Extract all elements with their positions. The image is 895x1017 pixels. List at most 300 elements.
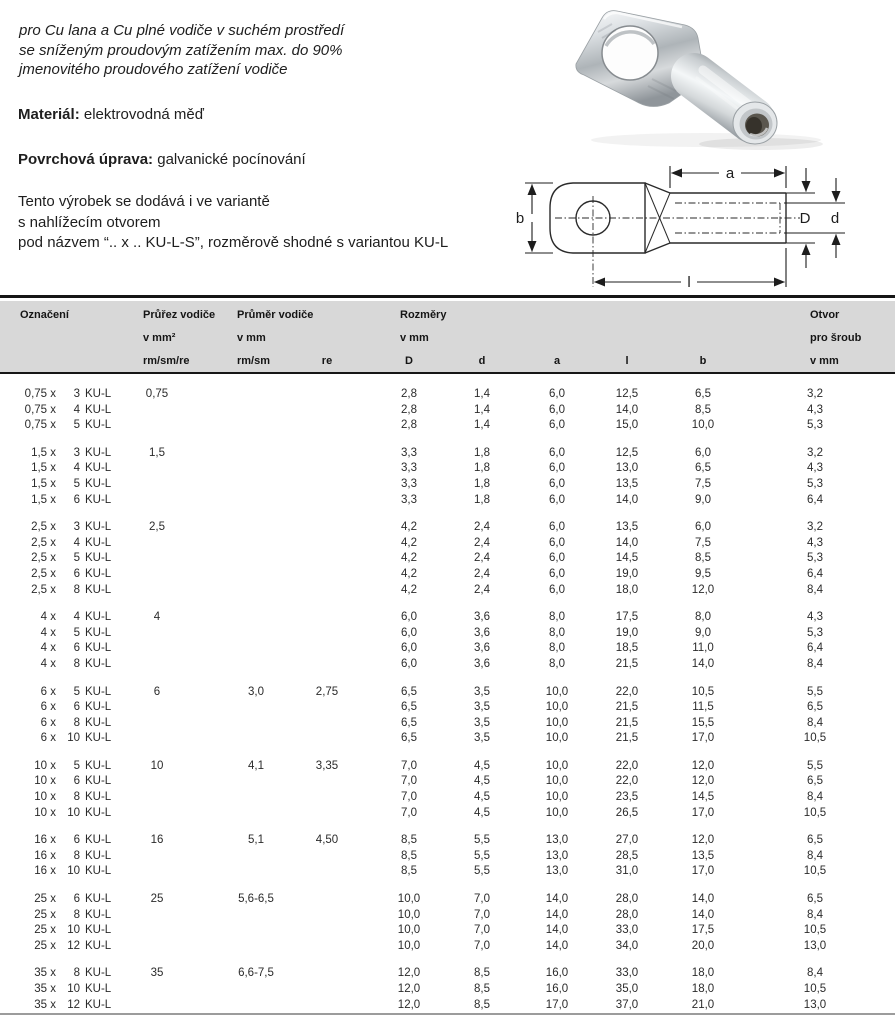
cell-spacer bbox=[654, 685, 676, 701]
cell-spacer bbox=[354, 493, 382, 509]
cell-dim-b: 13,5 bbox=[691, 849, 715, 862]
cell-designation-screw: 5 bbox=[73, 477, 80, 490]
cell-spacer bbox=[509, 626, 530, 642]
cell-spacer bbox=[354, 849, 382, 865]
cell-dim-b: 17,0 bbox=[691, 732, 715, 745]
cell-designation-screw: 4 bbox=[73, 403, 80, 416]
cell-dim-b: 8,5 bbox=[695, 552, 711, 565]
cell-diameter-rmsm bbox=[212, 908, 300, 924]
cell-spacer bbox=[509, 923, 530, 939]
cell-dim-b: 14,0 bbox=[691, 908, 715, 921]
cell-dim-d: 2,4 bbox=[474, 521, 490, 534]
cell-dim-D: 3,3 bbox=[401, 477, 417, 490]
cell-spacer bbox=[509, 641, 530, 657]
cell-designation-suffix: KU-L bbox=[85, 924, 112, 937]
table-row bbox=[0, 446, 895, 462]
cell-diameter-rmsm bbox=[212, 446, 300, 462]
cell-diameter-re bbox=[300, 446, 354, 462]
cell-dim-b: 6,0 bbox=[695, 521, 711, 534]
cell-spacer bbox=[730, 892, 788, 908]
cell-dim-d: 4,5 bbox=[474, 806, 490, 819]
cell-spacer bbox=[509, 892, 530, 908]
cell-designation-size: 4 x bbox=[40, 611, 56, 624]
cell-dim-l: 13,5 bbox=[615, 521, 639, 534]
cell-dim-d: 8,5 bbox=[474, 998, 490, 1011]
cell-spacer bbox=[654, 998, 676, 1014]
cell-spacer bbox=[509, 685, 530, 701]
cell-spacer bbox=[730, 864, 788, 880]
cell-spacer bbox=[354, 759, 382, 775]
cell-dim-l: 21,5 bbox=[615, 716, 639, 729]
cell-spacer bbox=[584, 716, 600, 732]
table-row bbox=[0, 790, 895, 806]
cell-diameter-rmsm bbox=[212, 849, 300, 865]
cell-cross-section bbox=[134, 716, 180, 732]
cell-spacer bbox=[730, 685, 788, 701]
cell-designation-size: 10 x bbox=[34, 775, 56, 788]
cell-spacer bbox=[584, 939, 600, 955]
cell-hole: 3,2 bbox=[807, 446, 823, 459]
cell-spacer bbox=[509, 759, 530, 775]
cell-designation-suffix: KU-L bbox=[85, 419, 112, 432]
cell-spacer bbox=[180, 551, 212, 567]
cell-dim-d: 7,0 bbox=[474, 908, 490, 921]
cell-spacer bbox=[354, 864, 382, 880]
cell-designation-screw: 12 bbox=[67, 998, 80, 1011]
cell-designation-screw: 6 bbox=[73, 893, 80, 906]
cell-dim-d: 3,6 bbox=[474, 611, 490, 624]
cell-designation-size: 1,5 x bbox=[31, 493, 56, 506]
cell-spacer bbox=[509, 700, 530, 716]
cell-dim-D: 4,2 bbox=[401, 536, 417, 549]
cell-spacer bbox=[654, 418, 676, 434]
cell-dim-D: 7,0 bbox=[401, 759, 417, 772]
cell-spacer bbox=[436, 493, 455, 509]
cell-diameter-re bbox=[300, 403, 354, 419]
cell-dim-D: 10,0 bbox=[397, 893, 421, 906]
cell-designation-screw: 4 bbox=[73, 611, 80, 624]
cell-dim-d: 4,5 bbox=[474, 759, 490, 772]
header-dimensions-unit: v mm bbox=[400, 332, 429, 344]
cell-diameter-rmsm bbox=[212, 716, 300, 732]
table-row bbox=[0, 685, 895, 701]
table-row bbox=[0, 998, 895, 1014]
cell-spacer bbox=[354, 685, 382, 701]
cell-dim-l: 34,0 bbox=[615, 939, 639, 952]
cell-spacer bbox=[436, 998, 455, 1014]
cell-cross-section bbox=[134, 493, 180, 509]
cell-dim-d: 5,5 bbox=[474, 865, 490, 878]
cell-spacer bbox=[436, 774, 455, 790]
table-group bbox=[0, 892, 895, 954]
cell-cross-section: 6 bbox=[153, 685, 161, 698]
cell-designation-screw: 8 bbox=[73, 791, 80, 804]
cell-spacer bbox=[354, 551, 382, 567]
cell-spacer bbox=[730, 700, 788, 716]
cell-spacer bbox=[654, 892, 676, 908]
cell-cross-section bbox=[134, 806, 180, 822]
cell-cross-section bbox=[134, 536, 180, 552]
cell-spacer bbox=[584, 833, 600, 849]
cell-designation-suffix: KU-L bbox=[85, 536, 112, 549]
cell-spacer bbox=[354, 567, 382, 583]
cell-dim-b: 18,0 bbox=[691, 983, 715, 995]
cell-diameter-re bbox=[300, 387, 354, 403]
cell-hole: 10,5 bbox=[803, 806, 827, 819]
cell-cross-section bbox=[134, 998, 180, 1014]
cell-diameter-rmsm bbox=[212, 806, 300, 822]
cell-diameter-re bbox=[300, 567, 354, 583]
cell-designation-size: 6 x bbox=[40, 732, 56, 745]
cell-dim-l: 13,5 bbox=[615, 477, 639, 490]
cell-designation-screw: 6 bbox=[73, 493, 80, 506]
cell-dim-b: 20,0 bbox=[691, 939, 715, 952]
cell-dim-b: 6,5 bbox=[695, 462, 711, 475]
cell-diameter-rmsm bbox=[212, 477, 300, 493]
cell-dim-a: 13,0 bbox=[545, 849, 569, 862]
header-hole-unit: v mm bbox=[810, 355, 839, 367]
cell-hole: 6,5 bbox=[807, 834, 823, 847]
cell-hole: 13,0 bbox=[803, 939, 827, 952]
cell-spacer bbox=[730, 626, 788, 642]
cell-dim-l: 33,0 bbox=[615, 924, 639, 937]
table-row bbox=[0, 966, 895, 982]
cell-diameter-rmsm bbox=[212, 923, 300, 939]
cell-cross-section bbox=[134, 923, 180, 939]
cell-designation-screw: 3 bbox=[73, 388, 80, 400]
cell-spacer bbox=[509, 833, 530, 849]
cell-diameter-rmsm bbox=[212, 657, 300, 673]
cell-diameter-re bbox=[300, 774, 354, 790]
cell-spacer bbox=[654, 403, 676, 419]
cell-dim-d: 1,8 bbox=[474, 446, 490, 459]
cell-spacer bbox=[180, 982, 212, 998]
table-row bbox=[0, 610, 895, 626]
table-row bbox=[0, 939, 895, 955]
cell-designation-suffix: KU-L bbox=[85, 908, 112, 921]
header-hole-screw: pro šroub bbox=[810, 332, 862, 344]
cell-diameter-re bbox=[300, 716, 354, 732]
cell-diameter-rmsm bbox=[212, 864, 300, 880]
cell-dim-b: 12,0 bbox=[691, 834, 715, 847]
dim-label-d: d bbox=[830, 210, 840, 227]
cell-spacer bbox=[730, 477, 788, 493]
cell-dim-l: 21,5 bbox=[615, 701, 639, 714]
cell-dim-d: 2,4 bbox=[474, 552, 490, 565]
cell-dim-a: 10,0 bbox=[545, 791, 569, 804]
table-group bbox=[0, 966, 895, 1013]
cell-designation-suffix: KU-L bbox=[85, 983, 112, 995]
cell-diameter-rmsm bbox=[212, 939, 300, 955]
cell-designation-size: 35 x bbox=[34, 967, 56, 980]
cell-dim-b: 18,0 bbox=[691, 967, 715, 980]
cell-designation-suffix: KU-L bbox=[85, 493, 112, 506]
cell-designation-screw: 6 bbox=[73, 567, 80, 580]
cell-spacer bbox=[354, 998, 382, 1014]
cell-dim-D: 3,3 bbox=[401, 462, 417, 475]
cell-dim-D: 6,0 bbox=[401, 657, 417, 670]
cell-dim-l: 12,5 bbox=[615, 388, 639, 400]
cell-diameter-rmsm bbox=[212, 403, 300, 419]
cell-spacer bbox=[730, 610, 788, 626]
cell-designation-suffix: KU-L bbox=[85, 849, 112, 862]
table-row bbox=[0, 759, 895, 775]
cell-dim-a: 8,0 bbox=[549, 626, 565, 639]
cell-dim-d: 3,5 bbox=[474, 685, 490, 698]
cell-diameter-re bbox=[300, 982, 354, 998]
cell-spacer bbox=[180, 833, 212, 849]
cell-spacer bbox=[354, 461, 382, 477]
cell-designation-suffix: KU-L bbox=[85, 732, 112, 745]
cell-dim-l: 21,5 bbox=[615, 732, 639, 745]
cell-dim-d: 3,6 bbox=[474, 626, 490, 639]
cell-dim-l: 28,0 bbox=[615, 908, 639, 921]
cell-dim-b: 17,0 bbox=[691, 806, 715, 819]
cell-spacer bbox=[180, 685, 212, 701]
header-dim-b: b bbox=[699, 355, 707, 367]
cell-spacer bbox=[730, 583, 788, 599]
cell-dim-a: 10,0 bbox=[545, 806, 569, 819]
cell-spacer bbox=[180, 864, 212, 880]
cell-spacer bbox=[584, 982, 600, 998]
table-row bbox=[0, 583, 895, 599]
cell-spacer bbox=[180, 583, 212, 599]
cell-spacer bbox=[180, 790, 212, 806]
table-row bbox=[0, 657, 895, 673]
cell-spacer bbox=[654, 700, 676, 716]
cell-dim-a: 8,0 bbox=[549, 642, 565, 655]
cell-cross-section: 16 bbox=[150, 834, 164, 847]
cell-spacer bbox=[584, 493, 600, 509]
cell-dim-a: 6,0 bbox=[549, 567, 565, 580]
cell-spacer bbox=[654, 966, 676, 982]
cell-dim-b: 9,5 bbox=[695, 567, 711, 580]
cell-dim-d: 8,5 bbox=[474, 967, 490, 980]
cell-dim-D: 4,2 bbox=[401, 521, 417, 534]
cell-diameter-re bbox=[300, 641, 354, 657]
cell-designation-size: 2,5 x bbox=[31, 552, 56, 565]
table-row bbox=[0, 493, 895, 509]
header-cross-section-sub: rm/sm/re bbox=[143, 355, 190, 367]
cell-designation-suffix: KU-L bbox=[85, 685, 112, 698]
cell-spacer bbox=[436, 923, 455, 939]
cell-spacer bbox=[584, 520, 600, 536]
cell-designation-suffix: KU-L bbox=[85, 642, 112, 655]
cell-spacer bbox=[509, 806, 530, 822]
header-designation: Označení bbox=[20, 309, 69, 321]
cell-dim-b: 10,0 bbox=[691, 419, 715, 432]
cell-spacer bbox=[730, 806, 788, 822]
cell-spacer bbox=[730, 551, 788, 567]
table-group bbox=[0, 759, 895, 821]
cell-hole: 10,5 bbox=[803, 924, 827, 937]
cell-designation-screw: 5 bbox=[73, 626, 80, 639]
cell-diameter-re bbox=[300, 939, 354, 955]
cell-dim-l: 14,0 bbox=[615, 536, 639, 549]
cell-dim-a: 6,0 bbox=[549, 493, 565, 506]
material-label: Materiál: bbox=[18, 106, 80, 123]
cell-diameter-rmsm bbox=[212, 536, 300, 552]
cell-spacer bbox=[730, 461, 788, 477]
cell-designation-suffix: KU-L bbox=[85, 806, 112, 819]
cell-dim-a: 13,0 bbox=[545, 865, 569, 878]
dim-label-l: l bbox=[687, 274, 691, 291]
cell-dim-l: 15,0 bbox=[615, 419, 639, 432]
cell-hole: 6,5 bbox=[807, 893, 823, 906]
variant-line: pod názvem “.. x .. KU-L-S”, rozměrově shodné s variantou KU-L bbox=[18, 234, 449, 251]
dim-label-D: D bbox=[799, 210, 811, 227]
table-row bbox=[0, 908, 895, 924]
cell-dim-a: 6,0 bbox=[549, 477, 565, 490]
cell-spacer bbox=[584, 583, 600, 599]
cell-hole: 6,4 bbox=[807, 493, 823, 506]
cell-designation-size: 6 x bbox=[40, 685, 56, 698]
cell-spacer bbox=[354, 923, 382, 939]
cell-dim-D: 6,0 bbox=[401, 642, 417, 655]
cell-spacer bbox=[354, 908, 382, 924]
cell-dim-D: 2,8 bbox=[401, 388, 417, 400]
cell-spacer bbox=[654, 759, 676, 775]
cell-dim-a: 10,0 bbox=[545, 685, 569, 698]
cell-dim-a: 6,0 bbox=[549, 419, 565, 432]
cell-dim-D: 12,0 bbox=[397, 967, 421, 980]
cell-dim-a: 14,0 bbox=[545, 908, 569, 921]
cell-designation-screw: 6 bbox=[73, 701, 80, 714]
cell-dim-b: 14,5 bbox=[691, 791, 715, 804]
cell-spacer bbox=[730, 790, 788, 806]
cell-spacer bbox=[180, 700, 212, 716]
cell-dim-a: 6,0 bbox=[549, 403, 565, 416]
header-hole: Otvor bbox=[810, 309, 840, 321]
cell-spacer bbox=[584, 418, 600, 434]
cell-spacer bbox=[654, 657, 676, 673]
cell-dim-b: 8,0 bbox=[695, 611, 711, 624]
cell-dim-d: 2,4 bbox=[474, 536, 490, 549]
cell-hole: 6,4 bbox=[807, 567, 823, 580]
cell-cross-section: 25 bbox=[150, 893, 164, 906]
cell-designation-screw: 3 bbox=[73, 521, 80, 534]
cell-spacer bbox=[584, 387, 600, 403]
cell-spacer bbox=[180, 641, 212, 657]
cell-dim-D: 3,3 bbox=[401, 493, 417, 506]
cell-diameter-re bbox=[300, 790, 354, 806]
cell-cross-section: 4 bbox=[153, 611, 161, 624]
cell-spacer bbox=[654, 610, 676, 626]
table-row bbox=[0, 477, 895, 493]
cell-spacer bbox=[436, 864, 455, 880]
table-header bbox=[0, 295, 895, 374]
cell-diameter-rmsm: 4,1 bbox=[248, 759, 264, 772]
cell-spacer bbox=[436, 610, 455, 626]
cell-dim-a: 10,0 bbox=[545, 775, 569, 788]
cell-dim-a: 6,0 bbox=[549, 446, 565, 459]
cell-dim-l: 12,5 bbox=[615, 446, 639, 459]
cell-dim-b: 9,0 bbox=[695, 493, 711, 506]
cell-spacer bbox=[436, 551, 455, 567]
cell-designation-size: 4 x bbox=[40, 657, 56, 670]
cell-diameter-re bbox=[300, 998, 354, 1014]
cell-spacer bbox=[509, 536, 530, 552]
cell-hole: 10,5 bbox=[803, 732, 827, 745]
cell-cross-section bbox=[134, 731, 180, 747]
cell-spacer bbox=[584, 567, 600, 583]
variant-note bbox=[18, 192, 448, 254]
cell-spacer bbox=[180, 939, 212, 955]
intro-line: pro Cu lana a Cu plné vodiče v suchém prostředí bbox=[19, 22, 345, 39]
cell-dim-b: 9,0 bbox=[695, 626, 711, 639]
table-group bbox=[0, 520, 895, 598]
header-diameter-unit: v mm bbox=[237, 332, 266, 344]
cell-dim-D: 7,0 bbox=[401, 775, 417, 788]
cell-spacer bbox=[584, 641, 600, 657]
cell-designation-screw: 5 bbox=[73, 759, 80, 772]
cell-spacer bbox=[509, 657, 530, 673]
cell-spacer bbox=[654, 493, 676, 509]
cell-dim-a: 16,0 bbox=[545, 983, 569, 995]
cell-spacer bbox=[654, 551, 676, 567]
cell-cross-section bbox=[134, 700, 180, 716]
cell-diameter-rmsm bbox=[212, 790, 300, 806]
cell-spacer bbox=[180, 806, 212, 822]
cell-spacer bbox=[584, 610, 600, 626]
page-bottom-rule bbox=[0, 1013, 895, 1015]
cell-diameter-rmsm: 5,1 bbox=[248, 834, 264, 847]
cell-dim-D: 4,2 bbox=[401, 583, 417, 596]
cell-spacer bbox=[584, 864, 600, 880]
surface-label: Povrchová úprava: bbox=[18, 151, 154, 168]
cell-dim-l: 19,0 bbox=[615, 567, 639, 580]
cell-diameter-re bbox=[300, 551, 354, 567]
cell-spacer bbox=[180, 892, 212, 908]
cell-spacer bbox=[436, 790, 455, 806]
cell-diameter-re bbox=[300, 892, 354, 908]
cell-designation-screw: 8 bbox=[73, 967, 80, 980]
cell-spacer bbox=[509, 418, 530, 434]
cell-spacer bbox=[730, 849, 788, 865]
header-band bbox=[0, 301, 895, 372]
cell-designation-screw: 6 bbox=[73, 775, 80, 788]
cell-hole: 5,5 bbox=[807, 685, 823, 698]
cell-diameter-rmsm: 3,0 bbox=[248, 685, 264, 698]
cell-designation-screw: 5 bbox=[73, 685, 80, 698]
cell-dim-l: 28,0 bbox=[615, 893, 639, 906]
cell-dim-D: 2,8 bbox=[401, 419, 417, 432]
cell-designation-screw: 8 bbox=[73, 849, 80, 862]
cell-dim-b: 7,5 bbox=[695, 477, 711, 490]
cell-dim-D: 10,0 bbox=[397, 939, 421, 952]
cell-dim-a: 8,0 bbox=[549, 611, 565, 624]
cell-dim-a: 14,0 bbox=[545, 939, 569, 952]
cell-spacer bbox=[180, 759, 212, 775]
cell-dim-a: 6,0 bbox=[549, 536, 565, 549]
cell-spacer bbox=[584, 551, 600, 567]
cell-designation-size: 10 x bbox=[34, 759, 56, 772]
cell-dim-a: 6,0 bbox=[549, 583, 565, 596]
header-dimensions: Rozměry bbox=[400, 309, 447, 321]
cell-spacer bbox=[436, 418, 455, 434]
cell-diameter-rmsm bbox=[212, 567, 300, 583]
cell-diameter-rmsm bbox=[212, 982, 300, 998]
cell-spacer bbox=[509, 998, 530, 1014]
header-diameter-re: re bbox=[321, 355, 333, 367]
cell-designation-size: 0,75 x bbox=[24, 403, 56, 416]
cell-dim-l: 19,0 bbox=[615, 626, 639, 639]
dimension-diagram bbox=[493, 150, 893, 295]
cell-dim-l: 13,0 bbox=[615, 462, 639, 475]
product-photo bbox=[556, 4, 886, 152]
intro-line: jmenovitého proudového zatížení vodiče bbox=[19, 61, 288, 78]
cell-spacer bbox=[730, 966, 788, 982]
